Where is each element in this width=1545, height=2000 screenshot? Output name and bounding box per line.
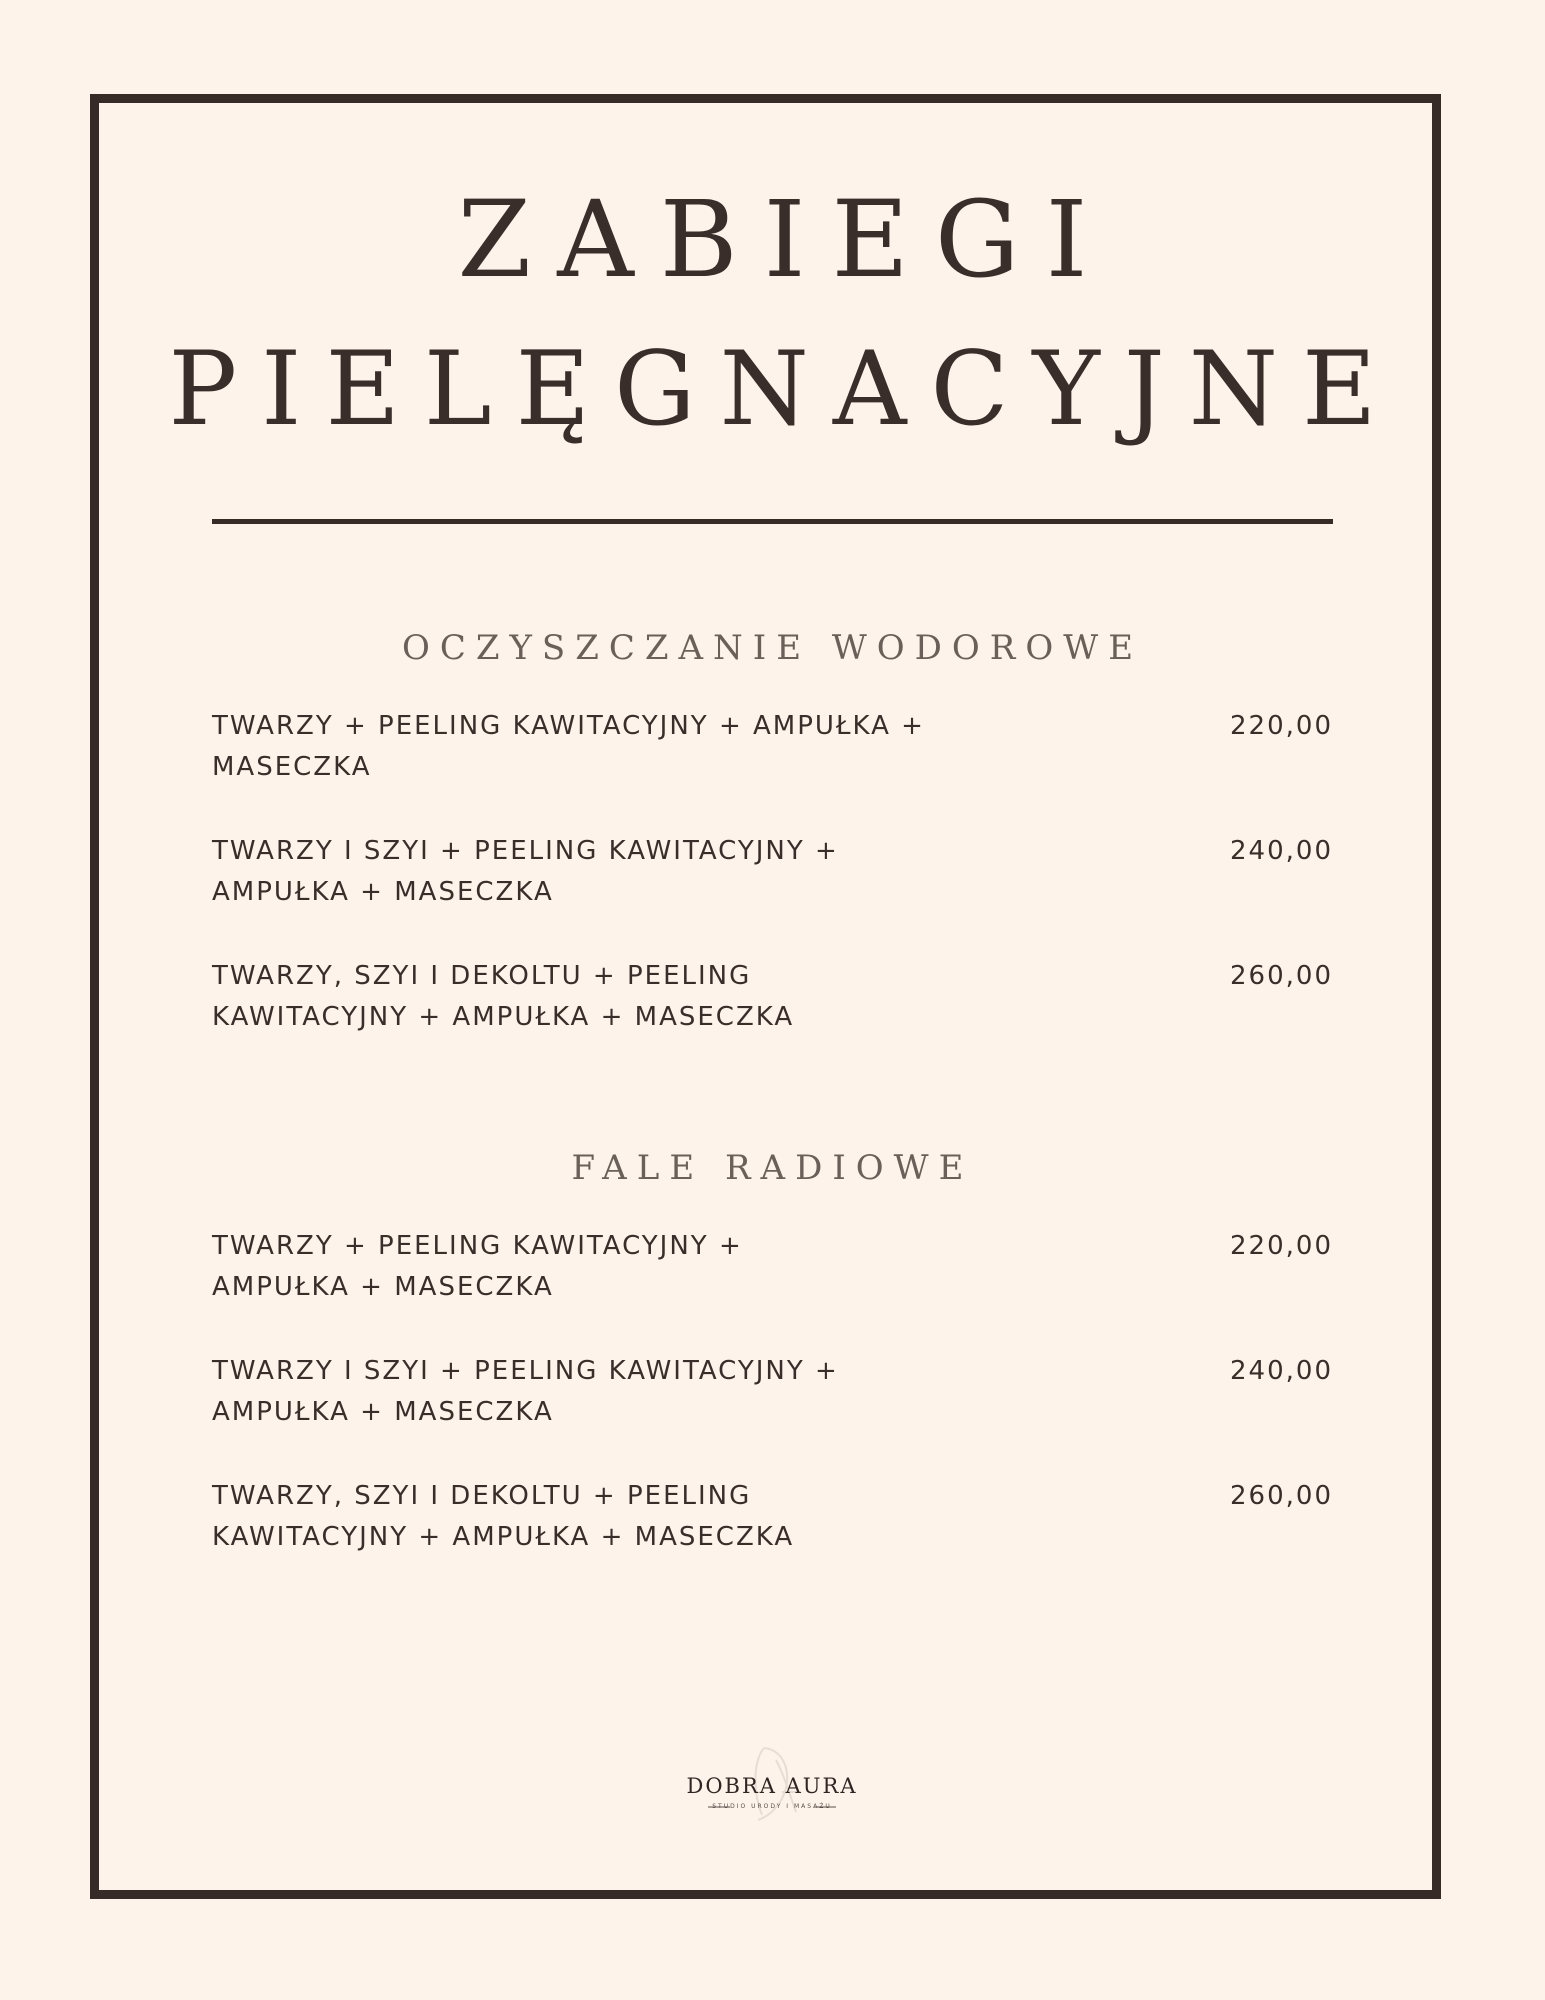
price-list-item [212,956,1333,1046]
price-list-item [212,706,1333,796]
page-title-line-2: PIELĘGNACYJNE [168,330,1401,449]
treatment-price: 220,00 [1230,711,1333,741]
treatment-description: TWARZY I SZYI + PEELING KAWITACYJNY + AMPUŁKA + MASECZKA [212,836,839,907]
treatment-price: 240,00 [1230,836,1333,866]
section-heading-fale-radiowe: FALE RADIOWE [571,1148,974,1188]
brand-logo [672,1740,872,1830]
treatment-description: TWARZY, SZYI I DEKOLTU + PEELING KAWITACYJNY + AMPUŁKA + MASECZKA [212,961,795,1032]
section-heading-oczyszczanie: OCZYSZCZANIE WODOROWE [401,628,1144,668]
brand-tagline: STUDIO URODY I MASAŻU [712,1803,832,1810]
treatment-price: 240,00 [1230,1356,1333,1386]
price-list-item [212,1351,1333,1441]
title-divider [212,519,1333,524]
price-list-item [212,831,1333,921]
treatment-description: TWARZY I SZYI + PEELING KAWITACYJNY + AMPUŁKA + MASECZKA [212,1356,839,1427]
page-title-line-1: ZABIEGI [457,178,1114,301]
treatment-price: 260,00 [1230,1481,1333,1511]
treatment-description: TWARZY + PEELING KAWITACYJNY + AMPUŁKA + MASECZKA [212,1231,743,1302]
price-list-item [212,1476,1333,1566]
treatment-price: 220,00 [1230,1231,1333,1261]
brand-name: DOBRA AURA [686,1774,858,1798]
treatment-price: 260,00 [1230,961,1333,991]
price-list-item [212,1226,1333,1316]
treatment-description: TWARZY + PEELING KAWITACYJNY + AMPUŁKA + MASECZKA [212,711,925,782]
treatment-description: TWARZY, SZYI I DEKOLTU + PEELING KAWITACYJNY + AMPUŁKA + MASECZKA [212,1481,795,1552]
